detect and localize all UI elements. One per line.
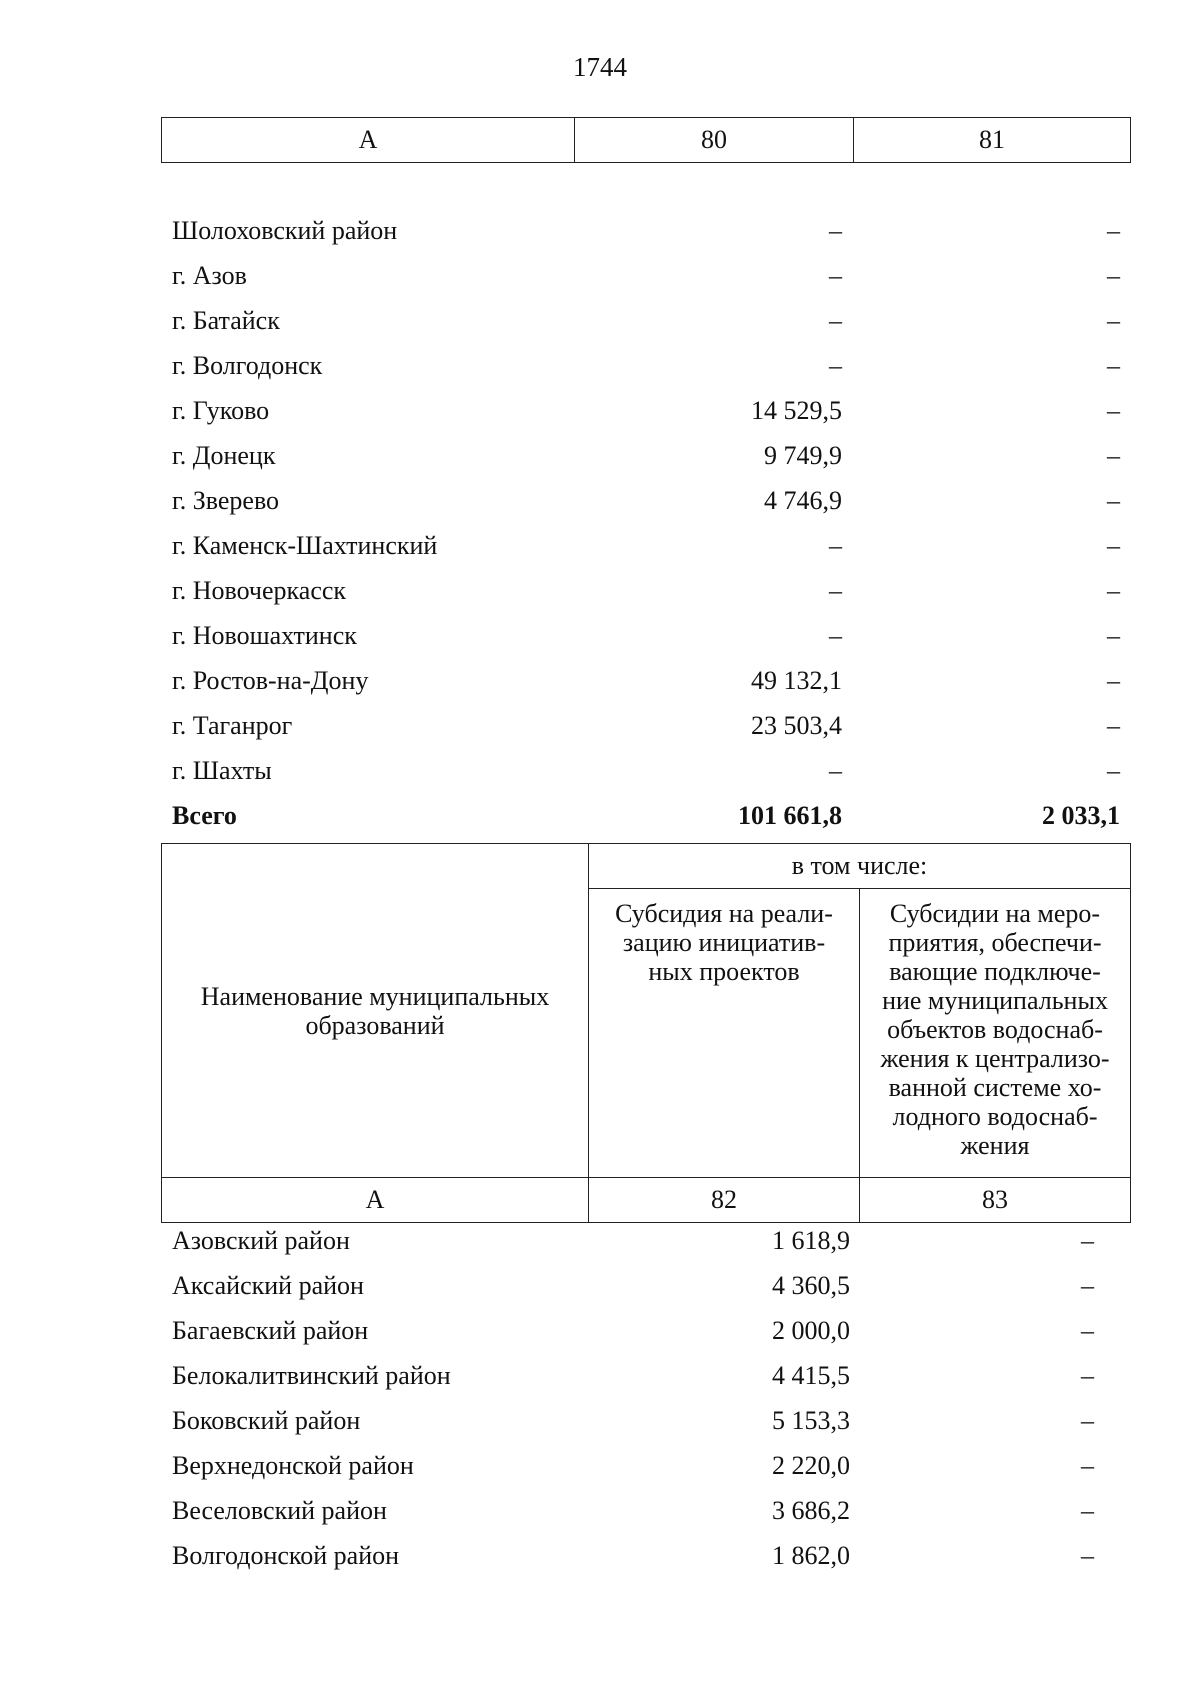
row-value-80: – [829, 756, 842, 785]
table-row [0, 345, 1200, 387]
row-value-80: – [829, 576, 842, 605]
row-value-81: – [1107, 621, 1120, 650]
row-value-82: 3 686,2 [772, 1496, 850, 1525]
table-row [0, 390, 1200, 432]
row-value-82: 4 415,5 [772, 1361, 850, 1390]
table-row [0, 1220, 1200, 1262]
row-value-80: 9 749,9 [764, 441, 842, 470]
row-value-81: – [1107, 756, 1120, 785]
row-value-80: – [829, 351, 842, 380]
row-value-80: 23 503,4 [751, 711, 842, 740]
number-cell-a: А [162, 1178, 589, 1223]
row-name: г. Донецк [172, 441, 276, 470]
row-name: г. Каменск-Шахтинский [172, 531, 438, 560]
name-header: Наименование муниципальных образований [162, 844, 589, 1178]
table-row [0, 660, 1200, 702]
table-row [0, 300, 1200, 342]
row-name: Багаевский район [172, 1316, 369, 1345]
row-name: Азовский район [172, 1226, 350, 1255]
row-value-81: – [1107, 261, 1120, 290]
row-value-80: – [829, 216, 842, 245]
row-name: г. Волгодонск [172, 351, 323, 380]
table-row [0, 1265, 1200, 1307]
row-name: г. Гуково [172, 396, 270, 425]
row-name: Верхнедонской район [172, 1451, 414, 1480]
row-name: Аксайский район [172, 1271, 364, 1300]
table2-header [161, 843, 1131, 1223]
number-cell-83: 83 [860, 1178, 1131, 1223]
group-header: в том числе: [589, 844, 1131, 889]
row-value-80: 49 132,1 [751, 666, 842, 695]
row-value-81: – [1107, 711, 1120, 740]
row-value-81: – [1107, 666, 1120, 695]
table-row [0, 435, 1200, 477]
row-value-82: 1 862,0 [772, 1541, 850, 1570]
page-number: 1744 [573, 52, 627, 82]
row-name: г. Ростов-на-Дону [172, 666, 369, 695]
header-cell-80: 80 [575, 118, 854, 163]
table-row [0, 750, 1200, 792]
table-row [0, 1310, 1200, 1352]
table-row [0, 1490, 1200, 1532]
table-row [0, 525, 1200, 567]
table-row [0, 1400, 1200, 1442]
row-value-83: – [1081, 1541, 1094, 1570]
row-name: г. Новочеркасск [172, 576, 347, 605]
row-value-82: 2 000,0 [772, 1316, 850, 1345]
table-row [0, 705, 1200, 747]
row-value-82: 2 220,0 [772, 1451, 850, 1480]
table-row [0, 1535, 1200, 1577]
table-row [0, 570, 1200, 612]
row-value-80: – [829, 261, 842, 290]
row-name: Шолоховский район [172, 216, 398, 245]
row-value-83: – [1081, 1316, 1094, 1345]
total-row [0, 795, 1200, 837]
row-name: г. Шахты [172, 756, 272, 785]
row-value-80: – [829, 531, 842, 560]
total-value-80: 101 661,8 [738, 801, 842, 830]
row-value-80: 14 529,5 [751, 396, 842, 425]
total-label: Всего [172, 801, 237, 830]
row-name: г. Азов [172, 261, 247, 290]
row-name: г. Зверево [172, 486, 280, 515]
row-value-81: – [1107, 531, 1120, 560]
row-value-81: – [1107, 576, 1120, 605]
col83-header: Субсидии на меро- приятия, обеспечи- вающие подключе- ние муниципальных объектов водоснаб- жения к централизо- ванной системе хо- лодного водоснаб- жения [860, 889, 1131, 1178]
table-row [0, 255, 1200, 297]
table-row [0, 1355, 1200, 1397]
row-name: г. Новошахтинск [172, 621, 357, 650]
row-value-83: – [1081, 1361, 1094, 1390]
row-value-80: – [829, 306, 842, 335]
table-row [0, 210, 1200, 252]
header-cell-81: 81 [854, 118, 1131, 163]
row-value-82: 1 618,9 [772, 1226, 850, 1255]
row-value-81: – [1107, 441, 1120, 470]
row-value-81: – [1107, 306, 1120, 335]
table-row [0, 615, 1200, 657]
row-name: г. Таганрог [172, 711, 293, 740]
row-value-83: – [1081, 1226, 1094, 1255]
row-value-83: – [1081, 1271, 1094, 1300]
number-cell-82: 82 [589, 1178, 860, 1223]
row-name: Белокалитвинский район [172, 1361, 451, 1390]
table-row [0, 1445, 1200, 1487]
row-value-81: – [1107, 396, 1120, 425]
total-value-81: 2 033,1 [1042, 801, 1120, 830]
row-value-82: 5 153,3 [772, 1406, 850, 1435]
table-row [0, 480, 1200, 522]
table1-header [161, 117, 1131, 163]
row-value-81: – [1107, 486, 1120, 515]
header-cell-a: А [162, 118, 575, 163]
row-name: Боковский район [172, 1406, 361, 1435]
row-value-80: – [829, 621, 842, 650]
row-name: г. Батайск [172, 306, 280, 335]
row-value-81: – [1107, 351, 1120, 380]
row-value-83: – [1081, 1451, 1094, 1480]
row-value-83: – [1081, 1406, 1094, 1435]
row-value-82: 4 360,5 [772, 1271, 850, 1300]
row-value-83: – [1081, 1496, 1094, 1525]
row-name: Волгодонской район [172, 1541, 400, 1570]
col82-header: Субсидия на реали- зацию инициатив- ных проектов [589, 889, 860, 1178]
row-value-81: – [1107, 216, 1120, 245]
row-name: Веселовский район [172, 1496, 387, 1525]
row-value-80: 4 746,9 [764, 486, 842, 515]
